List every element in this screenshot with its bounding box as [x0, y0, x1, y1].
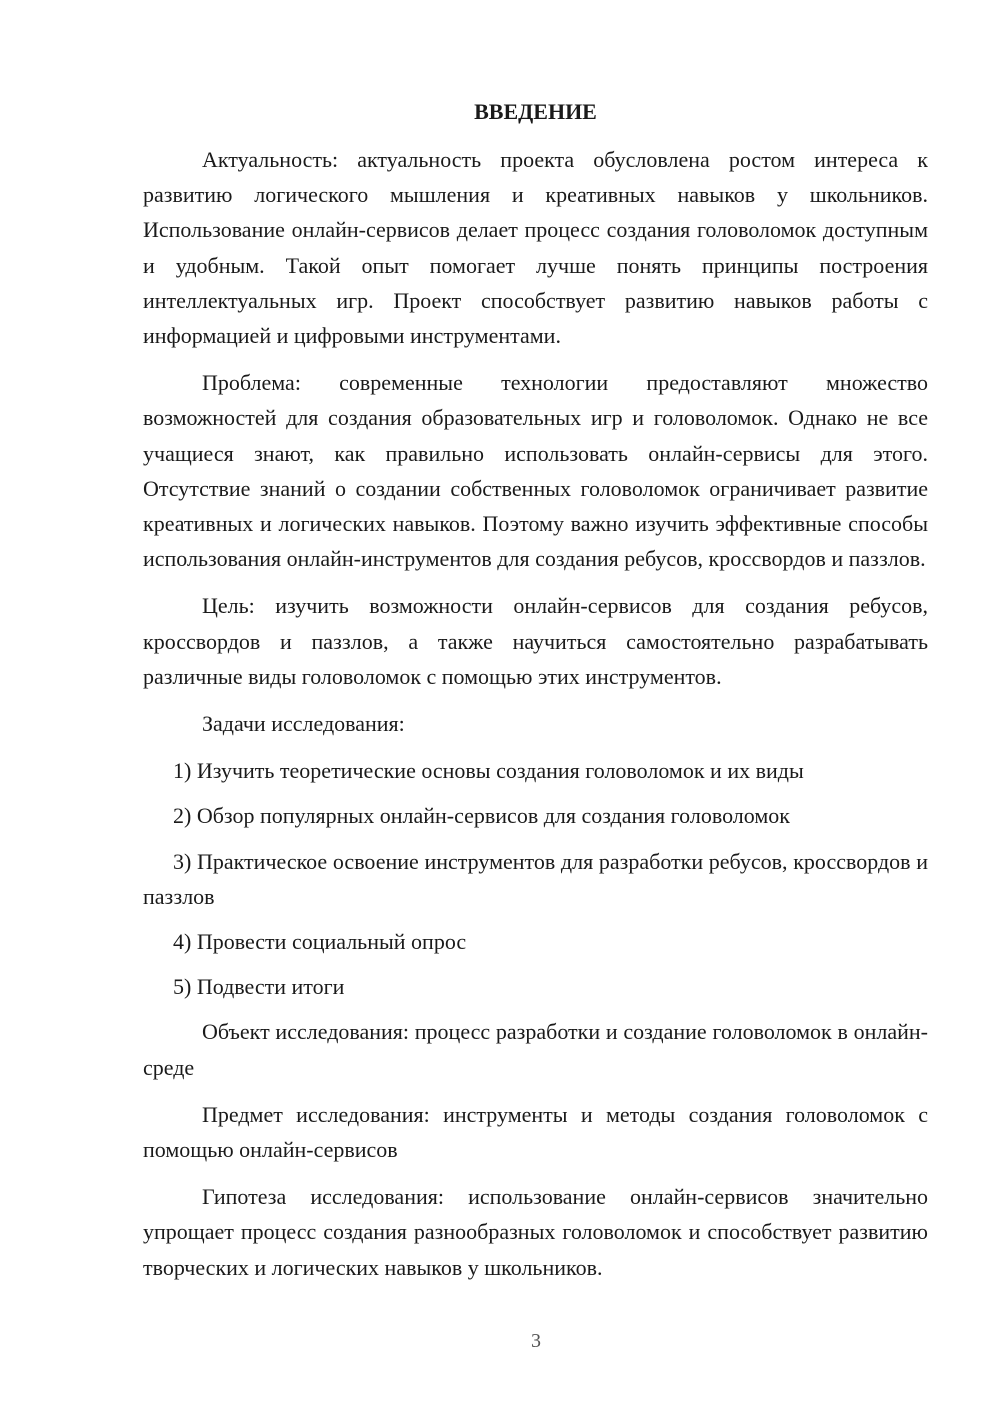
task-item-5: 5) Подвести итоги [173, 974, 345, 1000]
problem-paragraph: Проблема: современные технологии предоставляют множество возможностей для создания образовательных игр и головоломок. Однако не все учащиеся знают, как правильно использовать онлайн-сервисы для этого. Отсутствие знаний о создании собственных головоломок ограничивает развитие креативных и логических навыков. Поэтому важно изучить эффективные способы использования онлайн-инструментов для создания ребусов, кроссвордов и паззлов. [143, 370, 928, 572]
task-item-4: 4) Провести социальный опрос [173, 929, 467, 955]
task-item-2: 2) Обзор популярных онлайн-сервисов для создания головоломок [173, 803, 790, 829]
object-paragraph: Объект исследования: процесс разработки и создание головоломок в онлайн-среде [143, 1019, 928, 1080]
page-title: ВВЕДЕНИЕ [474, 99, 597, 124]
hypothesis-paragraph: Гипотеза исследования: использование онлайн-сервисов значительно упрощает процесс создания разнообразных головоломок и способствует развитию творческих и логических навыков у школьников. [143, 1184, 928, 1280]
subject-paragraph: Предмет исследования: инструменты и методы создания головоломок с помощью онлайн-сервисов [143, 1101, 928, 1163]
task-item-3: 3) Практическое освоение инструментов для разработки ребусов, кроссвордов и паззлов [143, 848, 928, 909]
tasks-title: Задачи исследования: [202, 711, 405, 737]
page-content [143, 94, 928, 1297]
task-item-1: 1) Изучить теоретические основы создания головоломок и их виды [173, 758, 804, 784]
page-number: 3 [531, 1330, 541, 1352]
relevance-paragraph: Актуальность: актуальность проекта обусловлена ростом интереса к развитию логического мышления и креативных навыков у школьников. Использование онлайн-сервисов делает процесс создания головоломок доступным и удобным. Такой опыт помогает лучше понять принципы построения интеллектуальных игр. Проект способствует развитию навыков работы с информацией и цифровыми инструментами. [143, 147, 928, 349]
goal-paragraph: Цель: изучить возможности онлайн-сервисов для создания ребусов, кроссвордов и паззлов, а также научиться самостоятельно разрабатывать различные виды головоломок с помощью этих инструментов. [143, 593, 928, 689]
